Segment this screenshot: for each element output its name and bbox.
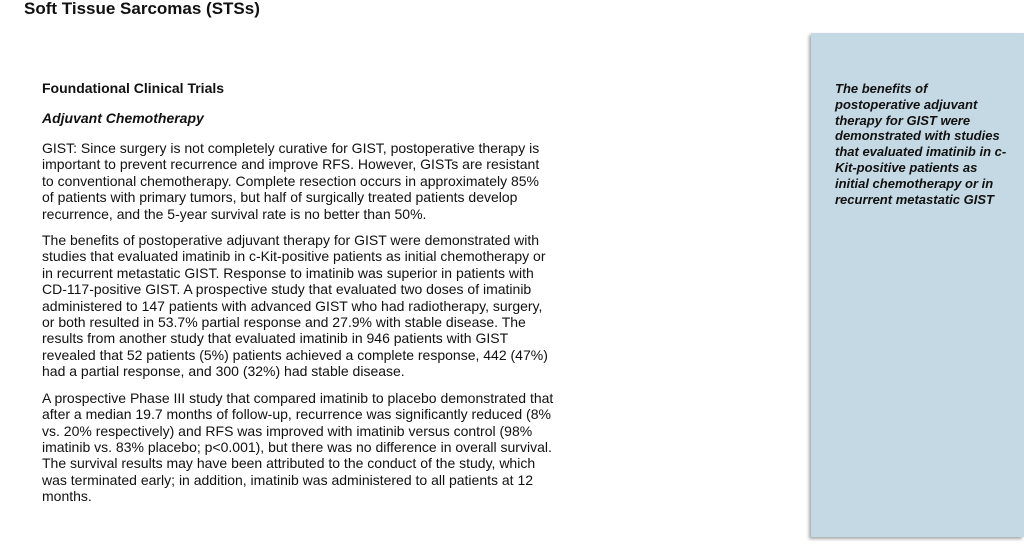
page-title: Soft Tissue Sarcomas (STSs) bbox=[24, 0, 260, 18]
sidebar-quote: The benefits of postoperative adjuvant therapy for GIST were demonstrated with studies that evaluated imatinib in c-Kit-positive patients as initial chemotherapy or in recurrent metastatic GIST bbox=[835, 81, 1007, 207]
section-heading: Foundational Clinical Trials bbox=[42, 80, 225, 96]
paragraph-gist-intro: GIST: Since surgery is not completely curative for GIST, postoperative therapy is important to prevent recurrence and improve RFS. However, GISTs are resistant to conventional chemotherapy. Complete resection occurs in approximately 85% of patients with primary tumors, but half of surgically treated patients develop recurrence, and the 5-year survival rate is no better than 50%. bbox=[42, 140, 540, 222]
paragraph-phase-iii-study: A prospective Phase III study that compared imatinib to placebo demonstrated that after a median 19.7 months of follow-up, recurrence was significantly reduced (8% vs. 20% respectively) and RFS was improved with imatinib versus control (98% imatinib vs. 83% placebo; p<0.001), but there was no difference in overall survival. The survival results may have been attributed to the conduct of the study, which was terminated early; in addition, imatinib was administered to all patients at 12 months. bbox=[42, 389, 554, 505]
main-content bbox=[42, 80, 554, 515]
paragraph-adjuvant-benefits: The benefits of postoperative adjuvant therapy for GIST were demonstrated with studies that evaluated imatinib in c-Kit-positive patients as initial chemotherapy or in recurrent metastatic GIST. Response to imatinib was superior in patients with CD-117-positive GIST. A prospective study that evaluated two doses of imatinib administered to 147 patients with advanced GIST who had radiotherapy, surgery, or both resulted in 53.7% partial response and 27.9% with stable disease. The results from another study that evaluated imatinib in 946 patients with GIST revealed that 52 patients (5%) patients achieved a complete response, 442 (47%) had a partial response, and 300 (32%) had stable disease. bbox=[42, 232, 548, 380]
sidebar-callout bbox=[811, 33, 1024, 537]
sub-heading: Adjuvant Chemotherapy bbox=[42, 110, 204, 126]
